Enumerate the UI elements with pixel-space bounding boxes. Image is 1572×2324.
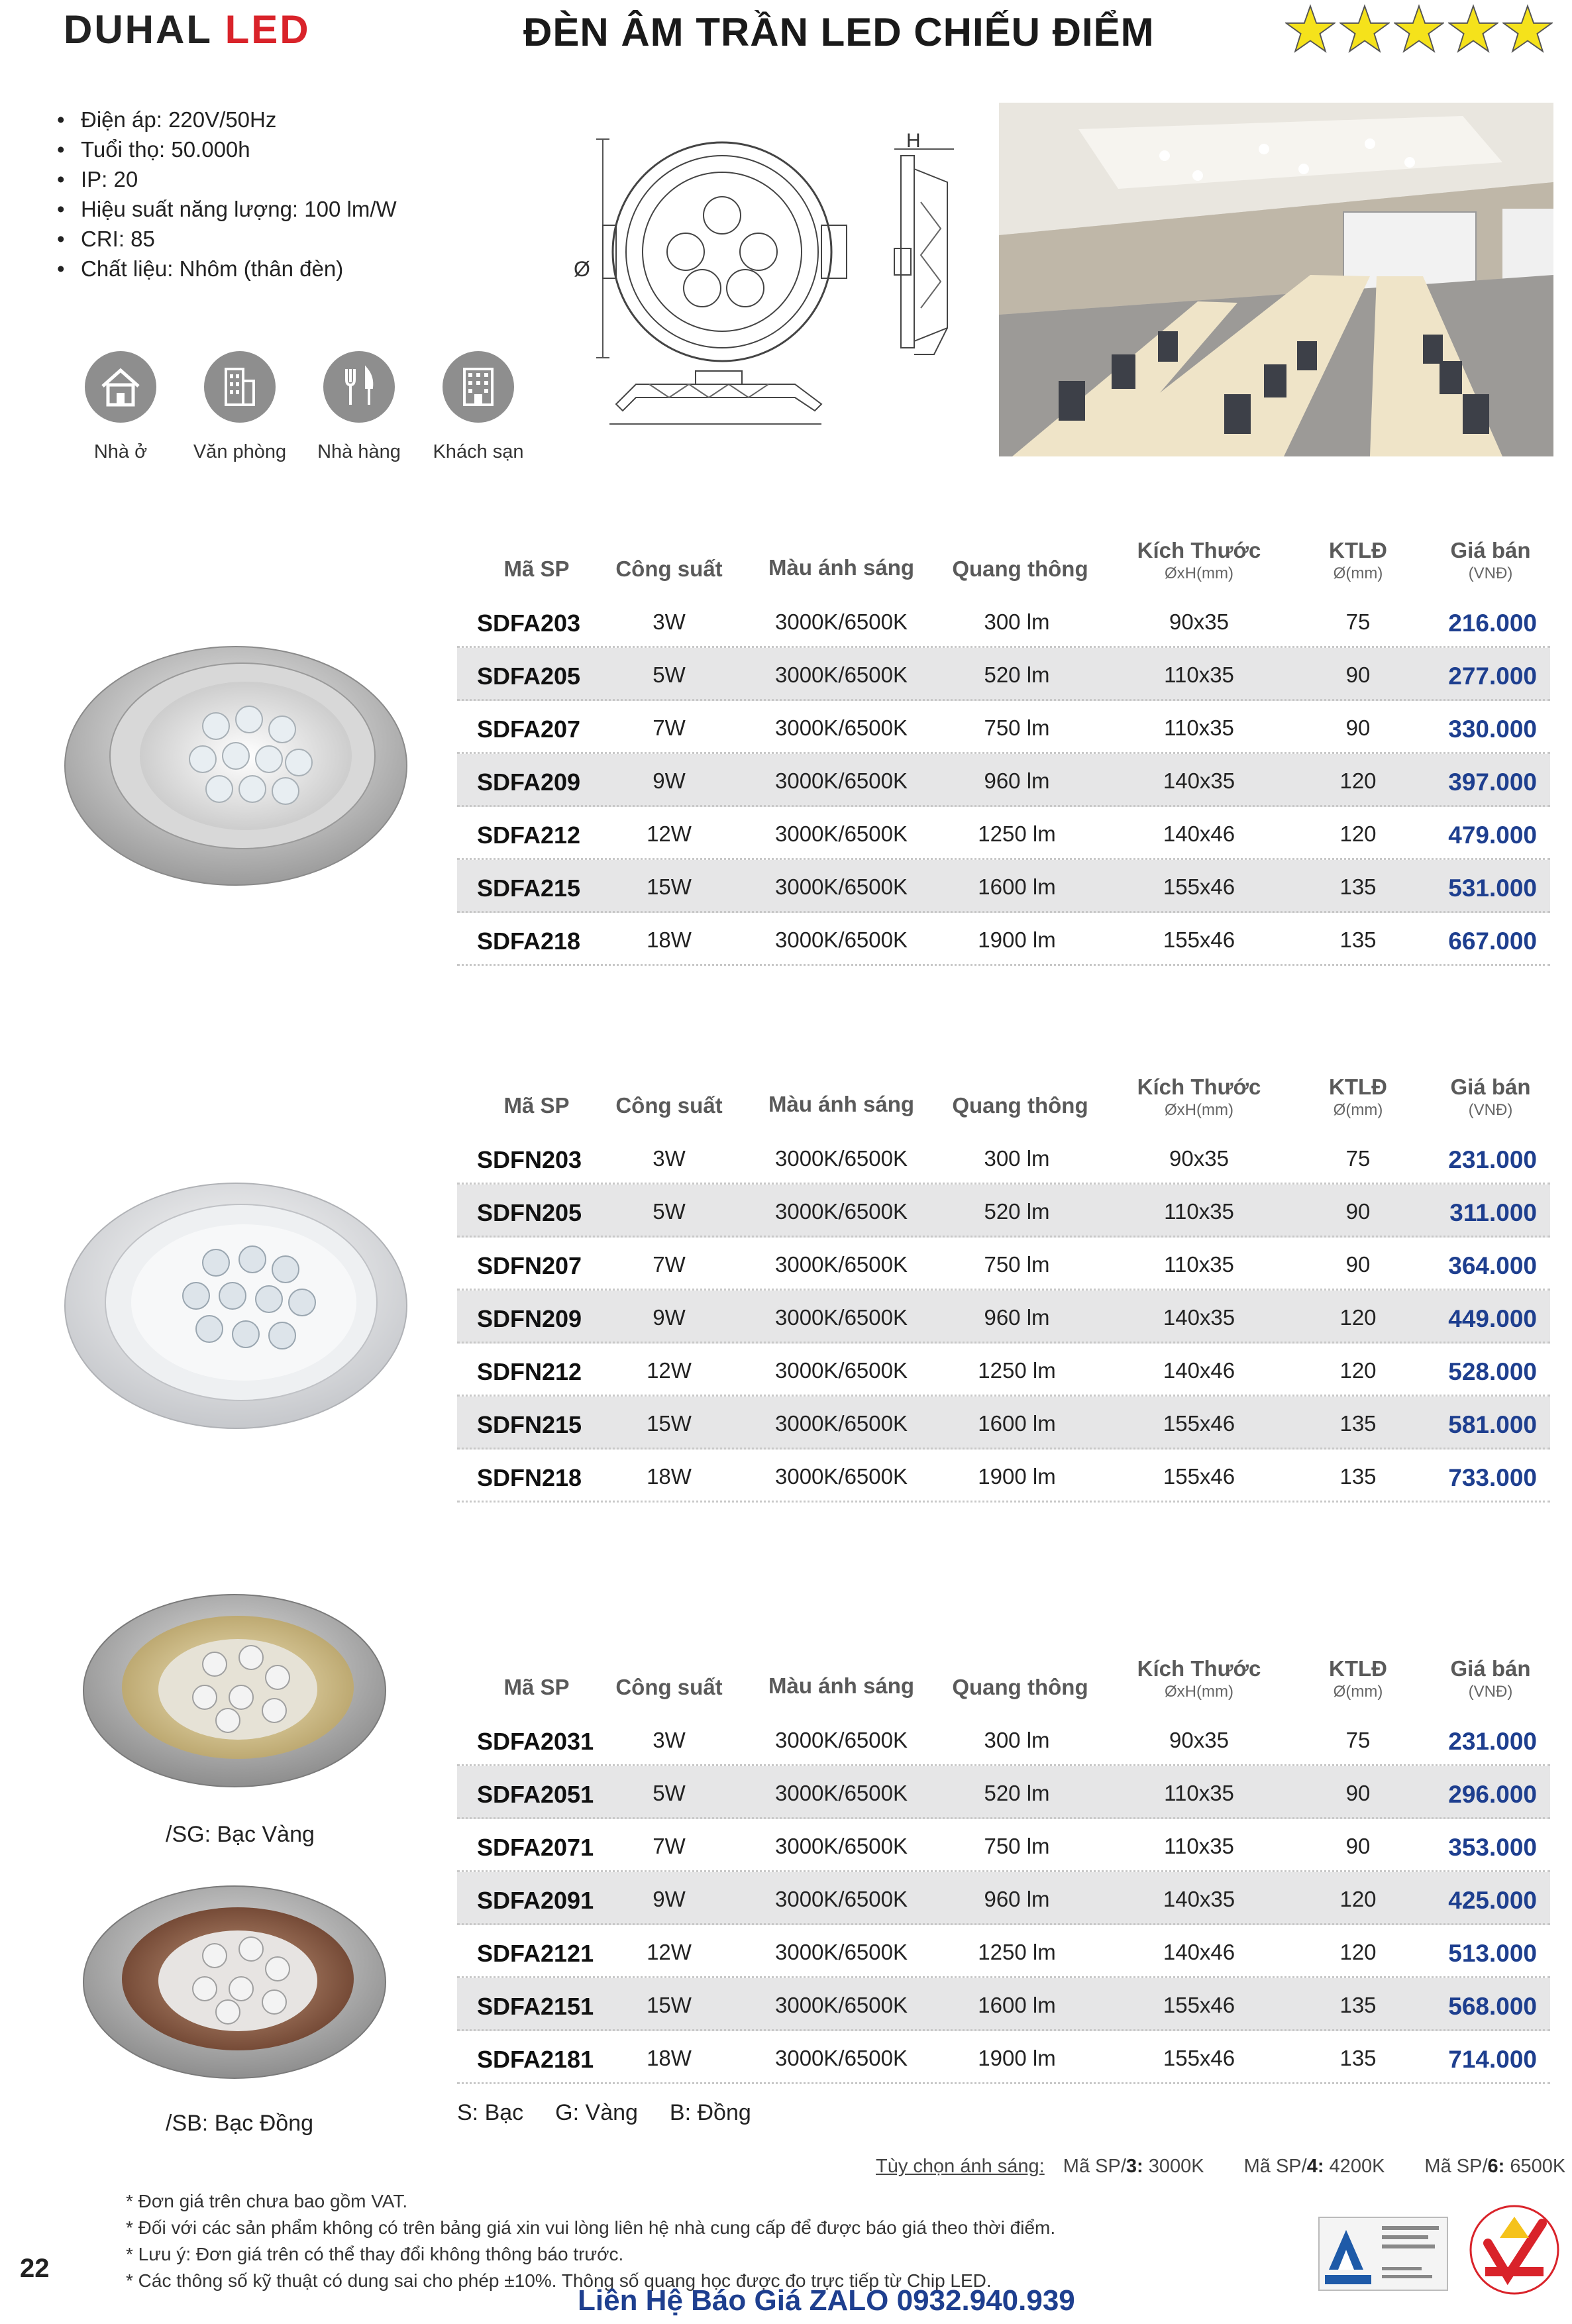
cell-size: 110x35 — [1164, 1834, 1234, 1858]
cell-flux: 1600 lm — [978, 874, 1056, 899]
cell-code: SDFN212 — [477, 1358, 582, 1385]
table-header — [457, 1648, 1550, 1713]
header-size — [1126, 1075, 1272, 1120]
cell-size: 155x46 — [1163, 927, 1235, 952]
header-power — [603, 556, 735, 582]
cell-code: SDFN203 — [477, 1146, 582, 1173]
header-cutout — [1318, 1075, 1398, 1120]
cell-flux: 960 lm — [984, 1887, 1050, 1911]
cell-color: 3000K/6500K — [774, 1993, 908, 2017]
header-size — [1126, 1656, 1272, 1701]
diameter-label: Ø — [574, 257, 590, 281]
cell-power: 5W — [653, 1781, 686, 1805]
header-label: Mã SP — [503, 556, 570, 581]
footnote: * Các thông số kỹ thuật có dung sai cho phép ±10%. Thông số quang học được đo trực tiếp từ Chip LED. — [126, 2270, 992, 2291]
cell-price: 479.000 — [1448, 821, 1537, 849]
table-row — [457, 1925, 1550, 1978]
product-image-sg — [82, 1591, 387, 1793]
cell-size: 110x35 — [1164, 1252, 1234, 1277]
cell-power: 9W — [653, 1305, 686, 1330]
cell-color: 3000K/6500K — [774, 1358, 908, 1383]
cell-flux: 520 lm — [984, 662, 1050, 687]
office-building-icon — [204, 351, 276, 423]
star-icon — [1394, 4, 1444, 54]
cell-power: 7W — [653, 715, 686, 740]
cell-cutout: 135 — [1339, 2046, 1377, 2070]
price-table-sdfa — [457, 530, 1550, 966]
cell-size: 110x35 — [1164, 1199, 1234, 1224]
header-label: Mã SP — [503, 1675, 570, 1699]
star-icon — [1285, 4, 1336, 54]
cell-cutout: 90 — [1345, 662, 1371, 687]
header-label: Mã SP — [503, 1093, 570, 1118]
product-image-sdfa — [64, 640, 408, 895]
header-flux — [951, 556, 1090, 582]
header-code — [484, 1093, 590, 1118]
cell-code: SDFA205 — [477, 662, 581, 690]
quality-badge-logo — [1468, 2203, 1561, 2296]
cell-cutout: 90 — [1345, 1199, 1371, 1224]
cell-color: 3000K/6500K — [774, 768, 908, 793]
rating-stars — [1285, 4, 1553, 54]
header-label: Công suất — [615, 556, 723, 581]
cell-code: SDFN205 — [477, 1199, 582, 1226]
cell-price: 296.000 — [1448, 1781, 1537, 1808]
cell-flux: 750 lm — [984, 715, 1050, 740]
cell-price: 330.000 — [1448, 715, 1537, 743]
usage-label: Nhà hàng — [317, 441, 401, 462]
light-option-code: 3: — [1126, 2156, 1143, 2177]
cell-cutout: 120 — [1339, 1358, 1377, 1383]
header-label: Giá bán — [1450, 538, 1531, 562]
light-option-value: 4200K — [1324, 2156, 1385, 2177]
table-row — [457, 913, 1550, 966]
cell-code: SDFN215 — [477, 1411, 582, 1438]
material-item: S: Bạc — [457, 2100, 524, 2125]
cell-size: 110x35 — [1164, 1781, 1234, 1805]
header-unit: Ø(mm) — [1333, 1101, 1383, 1119]
cell-price: 216.000 — [1448, 609, 1537, 637]
cell-color: 3000K/6500K — [774, 821, 908, 846]
cell-cutout: 90 — [1345, 1834, 1371, 1858]
cell-cutout: 135 — [1339, 927, 1377, 952]
light-options-label: Tùy chọn ánh sáng: — [876, 2156, 1045, 2177]
cell-flux: 300 lm — [984, 1146, 1050, 1171]
cell-color: 3000K/6500K — [774, 1834, 908, 1858]
cell-price: 353.000 — [1448, 1834, 1537, 1861]
variant-label-sg: /SG: Bạc Vàng — [166, 1822, 315, 1847]
cell-size: 90x35 — [1169, 609, 1229, 634]
cell-flux: 1250 lm — [978, 821, 1056, 846]
cell-power: 5W — [653, 662, 686, 687]
header-unit: Ø(mm) — [1333, 1683, 1383, 1701]
cell-flux: 520 lm — [984, 1781, 1050, 1805]
light-option-prefix: Mã SP/ — [1243, 2156, 1307, 2177]
cell-power: 15W — [647, 874, 692, 899]
cell-color: 3000K/6500K — [774, 1940, 908, 1964]
cell-cutout: 120 — [1339, 821, 1377, 846]
cell-size: 110x35 — [1164, 662, 1234, 687]
cell-price: 528.000 — [1448, 1358, 1537, 1385]
cell-size: 155x46 — [1163, 1993, 1235, 2017]
cell-flux: 960 lm — [984, 1305, 1050, 1330]
cell-size: 140x35 — [1163, 768, 1235, 793]
header-label: Kích Thước — [1137, 1656, 1261, 1681]
table-row — [457, 1238, 1550, 1291]
tuv-certification-logo — [1318, 2217, 1448, 2291]
cell-cutout: 75 — [1345, 1146, 1371, 1171]
cell-price: 714.000 — [1448, 2046, 1537, 2073]
variant-label-sb: /SB: Bạc Đồng — [166, 2111, 314, 2136]
cell-size: 110x35 — [1164, 715, 1234, 740]
cell-power: 3W — [653, 1728, 686, 1752]
header-unit: (VNĐ) — [1468, 564, 1513, 582]
cell-power: 3W — [653, 1146, 686, 1171]
cell-color: 3000K/6500K — [774, 874, 908, 899]
light-options — [876, 2156, 1565, 2178]
cell-price: 231.000 — [1448, 1146, 1537, 1173]
spec-item: • CRI: 85 — [54, 224, 397, 254]
header-label: Kích Thước — [1137, 538, 1261, 562]
usage-label: Nhà ở — [93, 441, 148, 462]
cell-flux: 1250 lm — [978, 1358, 1056, 1383]
cell-flux: 1600 lm — [978, 1993, 1056, 2017]
cell-power: 15W — [647, 1993, 692, 2017]
cell-cutout: 90 — [1345, 715, 1371, 740]
spec-item: • Điện áp: 220V/50Hz — [54, 105, 397, 134]
cell-power: 12W — [647, 1940, 692, 1964]
cell-power: 9W — [653, 1887, 686, 1911]
cell-price: 581.000 — [1448, 1411, 1537, 1438]
cell-code: SDFA215 — [477, 874, 581, 902]
profile-diagram — [596, 358, 835, 447]
table-row — [457, 1291, 1550, 1344]
cell-color: 3000K/6500K — [774, 1252, 908, 1277]
height-label: H — [906, 130, 921, 152]
header-label: Giá bán — [1450, 1656, 1531, 1681]
table-header — [457, 1067, 1550, 1132]
cell-flux: 750 lm — [984, 1252, 1050, 1277]
table-row — [457, 701, 1550, 754]
product-image-sb — [82, 1883, 387, 2085]
header-label: Quang thông — [952, 556, 1088, 581]
cell-price: 513.000 — [1448, 1940, 1537, 1967]
cell-flux: 1250 lm — [978, 1940, 1056, 1964]
cell-power: 18W — [647, 927, 692, 952]
cell-size: 155x46 — [1163, 1411, 1235, 1436]
header-unit: Ø(mm) — [1333, 564, 1383, 582]
header-unit: ØxH(mm) — [1165, 1683, 1233, 1701]
cell-code: SDFN218 — [477, 1464, 582, 1491]
table-row — [457, 595, 1550, 648]
light-option-value: 3000K — [1143, 2156, 1204, 2177]
footnote: * Đơn giá trên chưa bao gồm VAT. — [126, 2191, 408, 2211]
cell-color: 3000K/6500K — [774, 609, 908, 634]
logo-suffix: LED — [225, 7, 311, 52]
header-unit: (VNĐ) — [1468, 1101, 1513, 1119]
cell-cutout: 135 — [1339, 874, 1377, 899]
light-option-prefix: Mã SP/ — [1063, 2156, 1126, 2177]
cell-color: 3000K/6500K — [774, 1728, 908, 1752]
cell-color: 3000K/6500K — [774, 1199, 908, 1224]
header-code — [484, 556, 590, 582]
header-power — [603, 1675, 735, 1700]
star-icon — [1339, 4, 1390, 54]
spec-item: • Chất liệu: Nhôm (thân đèn) — [54, 254, 397, 284]
header-color — [762, 1092, 921, 1117]
header-code — [484, 1675, 590, 1700]
cell-code: SDFA2031 — [477, 1728, 594, 1755]
header-price — [1438, 538, 1544, 583]
table-row — [457, 1450, 1550, 1503]
top-view-diagram — [563, 126, 848, 374]
spec-item: • Hiệu suất năng lượng: 100 lm/W — [54, 194, 397, 224]
cell-cutout: 75 — [1345, 609, 1371, 634]
cell-code: SDFA218 — [477, 927, 581, 955]
header-power — [603, 1093, 735, 1118]
header-label: KTLĐ — [1329, 538, 1387, 562]
cell-color: 3000K/6500K — [774, 715, 908, 740]
cell-power: 7W — [653, 1252, 686, 1277]
light-option-prefix: Mã SP/ — [1424, 2156, 1488, 2177]
table-row — [457, 1397, 1550, 1450]
cell-cutout: 90 — [1345, 1252, 1371, 1277]
cell-flux: 750 lm — [984, 1834, 1050, 1858]
cell-code: SDFN207 — [477, 1252, 582, 1279]
cell-size: 140x46 — [1163, 1358, 1235, 1383]
cell-size: 90x35 — [1169, 1728, 1229, 1752]
cell-flux: 1900 lm — [978, 1464, 1056, 1489]
cell-size: 140x35 — [1163, 1887, 1235, 1911]
cell-color: 3000K/6500K — [774, 1781, 908, 1805]
header-label: Màu ánh sáng — [768, 1673, 915, 1698]
usage-home — [61, 351, 180, 463]
cell-price: 397.000 — [1448, 768, 1537, 796]
cell-code: SDFA2051 — [477, 1781, 594, 1808]
header-cutout — [1318, 538, 1398, 583]
cell-size: 155x46 — [1163, 874, 1235, 899]
cell-size: 155x46 — [1163, 2046, 1235, 2070]
spec-item: • Tuổi thọ: 50.000h — [54, 134, 397, 164]
cell-flux: 300 lm — [984, 609, 1050, 634]
cell-size: 155x46 — [1163, 1464, 1235, 1489]
light-option-code: 4: — [1306, 2156, 1324, 2177]
cell-flux: 960 lm — [984, 768, 1050, 793]
header-label: Màu ánh sáng — [768, 555, 915, 580]
usage-label: Khách sạn — [433, 441, 524, 462]
page-number: 22 — [20, 2254, 50, 2283]
cell-price: 449.000 — [1448, 1305, 1537, 1332]
header-label: Công suất — [615, 1093, 723, 1118]
usage-office — [180, 351, 299, 463]
material-item: G: Vàng — [555, 2100, 638, 2125]
cell-flux: 520 lm — [984, 1199, 1050, 1224]
usage-icons — [61, 351, 538, 463]
cell-cutout: 75 — [1345, 1728, 1371, 1752]
hotel-icon — [443, 351, 514, 423]
cell-flux: 1900 lm — [978, 2046, 1056, 2070]
cell-flux: 1600 lm — [978, 1411, 1056, 1436]
cell-power: 15W — [647, 1411, 692, 1436]
page-title: ĐÈN ÂM TRẦN LED CHIẾU ĐIỂM — [523, 10, 1155, 54]
cell-flux: 1900 lm — [978, 927, 1056, 952]
usage-hotel — [419, 351, 538, 463]
cell-color: 3000K/6500K — [774, 1411, 908, 1436]
cell-code: SDFA212 — [477, 821, 581, 849]
header-label: Quang thông — [952, 1093, 1088, 1118]
header-label: KTLĐ — [1329, 1656, 1387, 1681]
cell-price: 531.000 — [1448, 874, 1537, 902]
header-unit: (VNĐ) — [1468, 1683, 1513, 1701]
cell-price: 231.000 — [1448, 1728, 1537, 1755]
cell-cutout: 120 — [1339, 768, 1377, 793]
header-label: Giá bán — [1450, 1075, 1531, 1099]
cell-color: 3000K/6500K — [774, 1305, 908, 1330]
cell-cutout: 135 — [1339, 1464, 1377, 1489]
table-row — [457, 1132, 1550, 1185]
header-flux — [951, 1093, 1090, 1118]
cell-cutout: 135 — [1339, 1993, 1377, 2017]
contact-line: Liên Hệ Báo Giá ZALO 0932.940.939 — [578, 2284, 1075, 2317]
header-label: Công suất — [615, 1675, 723, 1699]
table-row — [457, 1872, 1550, 1925]
cell-power: 3W — [653, 609, 686, 634]
material-item: B: Đồng — [669, 2100, 751, 2125]
header-flux — [951, 1675, 1090, 1700]
footnote: * Lưu ý: Đơn giá trên có thể thay đổi không thông báo trước. — [126, 2244, 624, 2264]
application-photo — [999, 103, 1553, 456]
cell-price: 425.000 — [1448, 1887, 1537, 1914]
star-icon — [1448, 4, 1498, 54]
table-row — [457, 1185, 1550, 1238]
cell-price: 311.000 — [1449, 1199, 1537, 1226]
cell-code: SDFA2121 — [477, 1940, 594, 1967]
header-color — [762, 1673, 921, 1699]
table-row — [457, 648, 1550, 701]
cell-code: SDFA2181 — [477, 2046, 594, 2073]
table-row — [457, 1978, 1550, 2031]
cell-power: 12W — [647, 821, 692, 846]
cell-code: SDFA209 — [477, 768, 581, 796]
cell-power: 18W — [647, 1464, 692, 1489]
house-icon — [85, 351, 156, 423]
material-legend — [457, 2100, 751, 2126]
cell-cutout: 120 — [1339, 1940, 1377, 1964]
cell-code: SDFA2151 — [477, 1993, 594, 2020]
spec-item: • IP: 20 — [54, 164, 397, 194]
header-label: KTLĐ — [1329, 1075, 1387, 1099]
cell-price: 667.000 — [1448, 927, 1537, 955]
cell-code: SDFA207 — [477, 715, 581, 743]
cell-code: SDFN209 — [477, 1305, 582, 1332]
cell-power: 12W — [647, 1358, 692, 1383]
cell-code: SDFA2071 — [477, 1834, 594, 1861]
logo-brand: DUHAL — [64, 7, 212, 52]
header-unit: ØxH(mm) — [1165, 1101, 1233, 1119]
header-price — [1438, 1656, 1544, 1701]
cell-color: 3000K/6500K — [774, 1146, 908, 1171]
cell-cutout: 90 — [1345, 1781, 1371, 1805]
star-icon — [1502, 4, 1553, 54]
footnote: * Đối với các sản phẩm không có trên bảng giá xin vui lòng liên hệ nhà cung cấp để được báo giá theo thời điểm. — [126, 2217, 1056, 2238]
header-label: Kích Thước — [1137, 1075, 1261, 1099]
header-label: Quang thông — [952, 1675, 1088, 1699]
table-row — [457, 1344, 1550, 1397]
header-cutout — [1318, 1656, 1398, 1701]
product-image-sdfn — [64, 1177, 408, 1438]
header-color — [762, 555, 921, 580]
cell-color: 3000K/6500K — [774, 2046, 908, 2070]
header-size — [1126, 538, 1272, 583]
table-row — [457, 807, 1550, 860]
cell-size: 140x46 — [1163, 1940, 1235, 1964]
table-row — [457, 1766, 1550, 1819]
footnotes — [126, 2188, 1055, 2294]
table-header — [457, 530, 1550, 595]
table-row — [457, 860, 1550, 913]
cell-size: 140x35 — [1163, 1305, 1235, 1330]
cell-price: 568.000 — [1448, 1993, 1537, 2020]
usage-label: Văn phòng — [193, 441, 287, 462]
price-table-sdfn — [457, 1067, 1550, 1503]
cell-size: 90x35 — [1169, 1146, 1229, 1171]
cell-size: 140x46 — [1163, 821, 1235, 846]
cell-code: SDFA2091 — [477, 1887, 594, 1914]
cell-cutout: 135 — [1339, 1411, 1377, 1436]
table-row — [457, 2031, 1550, 2084]
cell-power: 18W — [647, 2046, 692, 2070]
header-unit: ØxH(mm) — [1165, 564, 1233, 582]
light-option-code: 6: — [1487, 2156, 1505, 2177]
cell-price: 364.000 — [1448, 1252, 1537, 1279]
side-view-diagram — [874, 129, 980, 378]
cell-flux: 300 lm — [984, 1728, 1050, 1752]
cell-power: 9W — [653, 768, 686, 793]
cell-power: 7W — [653, 1834, 686, 1858]
usage-restaurant — [299, 351, 419, 463]
table-row — [457, 1713, 1550, 1766]
cell-code: SDFA203 — [477, 609, 581, 637]
light-option-value: 6500K — [1504, 2156, 1566, 2177]
cell-color: 3000K/6500K — [774, 1464, 908, 1489]
brand-logo — [64, 7, 311, 52]
table-row — [457, 754, 1550, 807]
cell-cutout: 120 — [1339, 1305, 1377, 1330]
cell-color: 3000K/6500K — [774, 1887, 908, 1911]
header-label: Màu ánh sáng — [768, 1092, 915, 1116]
cell-price: 733.000 — [1448, 1464, 1537, 1491]
cell-price: 277.000 — [1448, 662, 1537, 690]
price-table-sdfa-variants — [457, 1648, 1550, 2084]
cell-power: 5W — [653, 1199, 686, 1224]
table-row — [457, 1819, 1550, 1872]
cell-color: 3000K/6500K — [774, 662, 908, 687]
spec-list — [54, 105, 397, 284]
cell-color: 3000K/6500K — [774, 927, 908, 952]
fork-knife-icon — [323, 351, 395, 423]
cell-cutout: 120 — [1339, 1887, 1377, 1911]
header-price — [1438, 1075, 1544, 1120]
